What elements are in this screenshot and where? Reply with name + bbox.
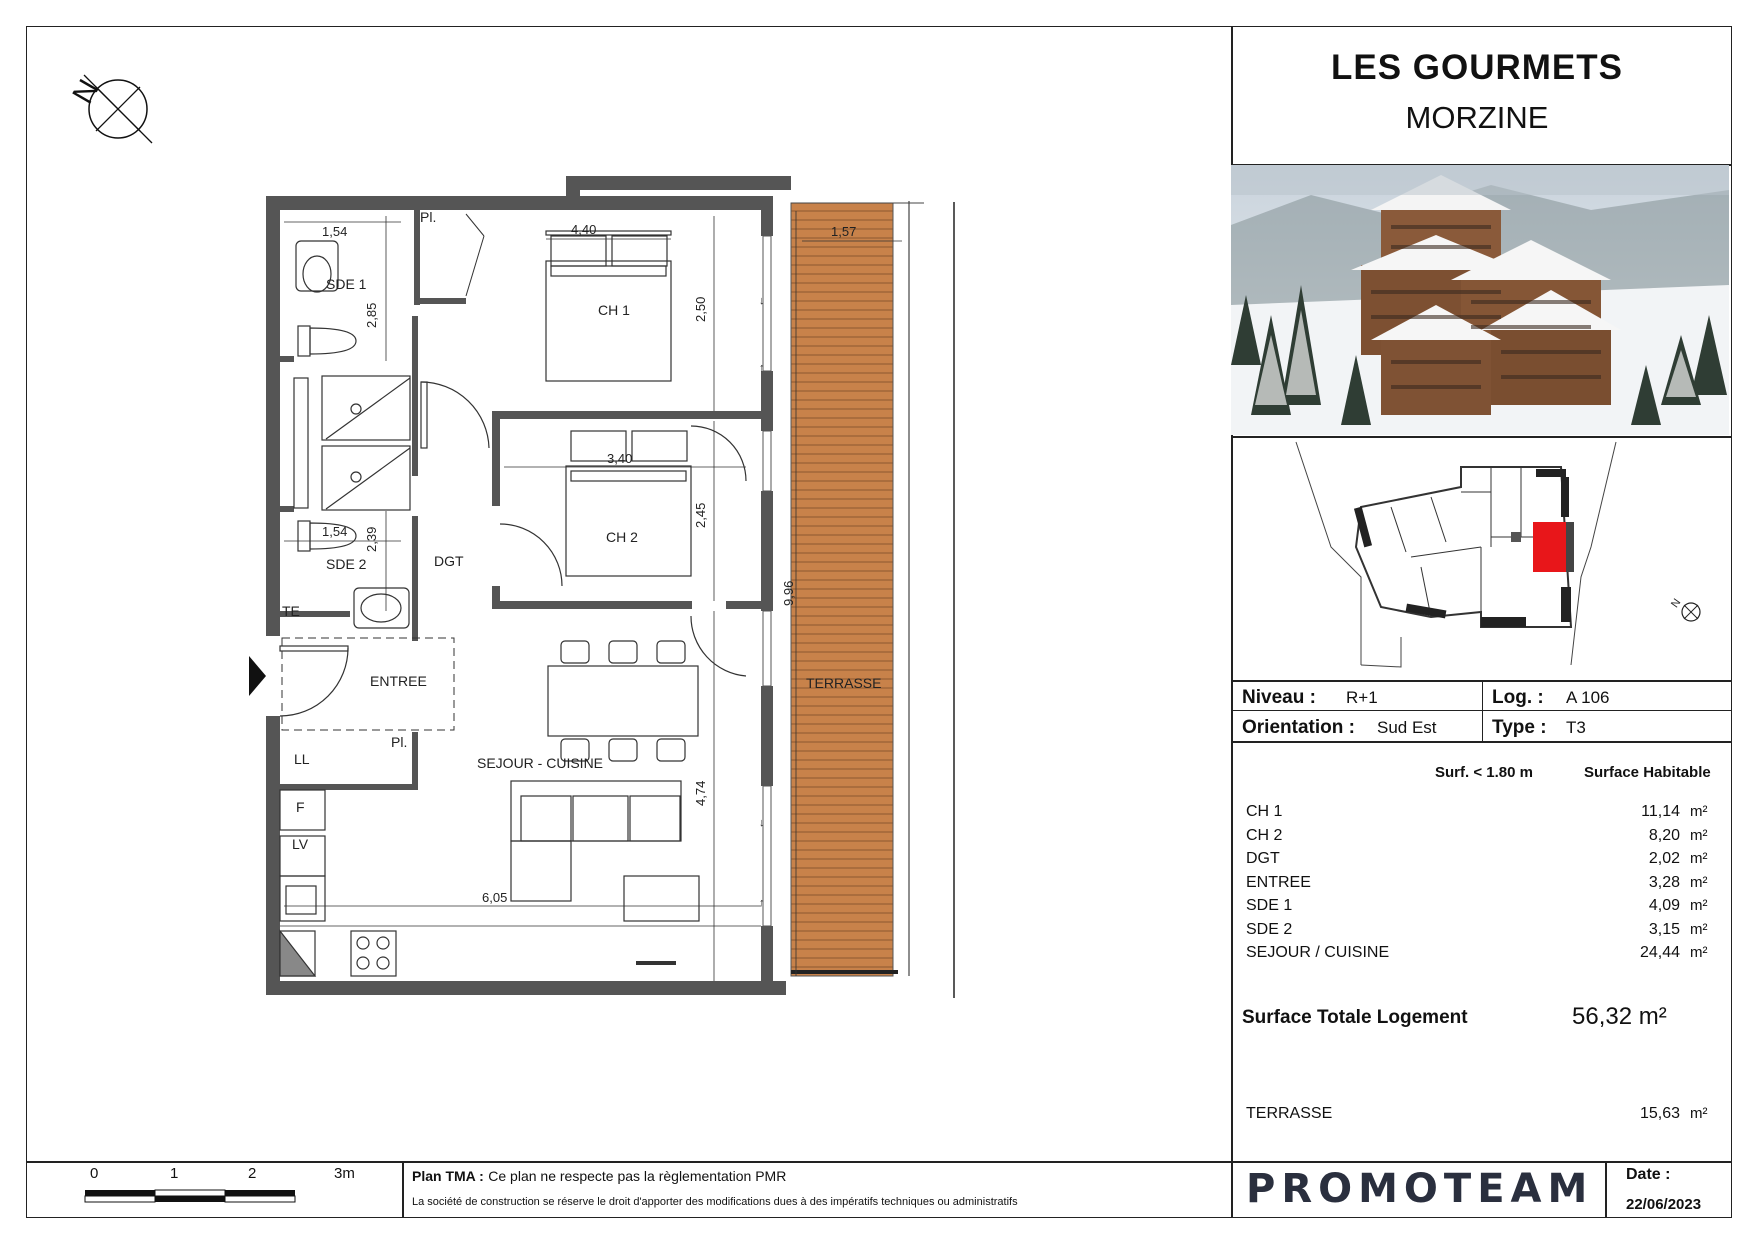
surface-row-label: ENTREE	[1246, 873, 1311, 891]
surface-row-label: SDE 1	[1246, 897, 1293, 914]
col-header-low: Surf. < 1.80 m	[1435, 764, 1533, 781]
dim-154a: 1,54	[322, 224, 348, 239]
room-terrasse: TERRASSE	[806, 675, 882, 691]
svg-text:↓: ↓	[759, 817, 765, 829]
dim-605: 6,05	[482, 890, 508, 905]
scale-0: 0	[90, 1165, 99, 1182]
surface-row-value: 3,28	[1648, 873, 1680, 891]
dim-239: 2,39	[364, 526, 379, 552]
surface-row-value: 11,14	[1641, 803, 1680, 820]
log-value: A 106	[1566, 688, 1610, 707]
notice-text: Ce plan ne respecte pas la règlementation PMR	[488, 1168, 787, 1184]
surface-row-label: DGT	[1246, 850, 1280, 867]
total-value: 56,32 m²	[1572, 1003, 1667, 1030]
notice-bold: Plan TMA :	[412, 1168, 484, 1184]
room-dgt: DGT	[434, 553, 464, 569]
surface-row-label: CH 2	[1246, 826, 1283, 844]
scale-bar	[70, 1165, 360, 1215]
dim-250: 2,50	[693, 296, 708, 322]
dim-996: 9,96	[781, 580, 796, 606]
site-plan	[1231, 437, 1731, 680]
room-pl2: Pl.	[391, 734, 408, 750]
col-header-hab: Surface Habitable	[1584, 764, 1711, 781]
surface-row-unit: m²	[1690, 826, 1708, 844]
log-label: Log. :	[1492, 687, 1544, 708]
promoteam-logo: PROMOTEAM	[1246, 1166, 1594, 1212]
footer-divider-1	[402, 1161, 404, 1218]
floor-plan	[26, 26, 1230, 1160]
niveau-value: R+1	[1346, 688, 1378, 707]
svg-text:↑: ↑	[759, 897, 765, 909]
terrasse-label: TERRASSE	[1246, 1105, 1333, 1122]
surface-row-unit: m²	[1690, 803, 1708, 820]
orientation-label: Orientation :	[1242, 717, 1355, 738]
date-label: Date :	[1626, 1166, 1671, 1183]
building-photo	[1231, 165, 1729, 435]
dim-440: 4,40	[571, 222, 597, 237]
total-label: Surface Totale Logement	[1242, 1007, 1468, 1028]
terrasse-value: 15,63	[1639, 1105, 1680, 1122]
info-divider-bottom	[1231, 741, 1732, 743]
room-pl1: Pl.	[420, 209, 437, 225]
room-sde2: SDE 2	[326, 556, 367, 572]
surface-row-value: 2,02	[1648, 850, 1680, 867]
dim-157: 1,57	[831, 224, 857, 239]
site-north-label: N	[1668, 596, 1684, 611]
scale-3: 3m	[334, 1165, 355, 1182]
north-label: N	[66, 74, 106, 110]
room-ll: LL	[294, 751, 310, 767]
date-value: 22/06/2023	[1626, 1196, 1702, 1213]
room-lv: LV	[292, 836, 309, 852]
dim-154b: 1,54	[322, 524, 348, 539]
niveau-label: Niveau :	[1242, 687, 1316, 708]
dim-285: 2,85	[364, 302, 379, 328]
surface-row-value: 24,44	[1639, 944, 1680, 961]
dim-474: 4,74	[693, 780, 708, 806]
surface-row-unit: m²	[1690, 850, 1708, 867]
type-value: T3	[1566, 718, 1586, 737]
project-title: LES GOURMETS	[1330, 48, 1624, 87]
surface-row-value: 8,20	[1648, 826, 1680, 844]
notice-line	[412, 1168, 786, 1186]
info-col-divider	[1482, 680, 1483, 741]
room-ch2: CH 2	[606, 529, 638, 545]
surface-row-label: SEJOUR / CUISINE	[1246, 944, 1390, 961]
room-sde1: SDE 1	[326, 276, 367, 292]
surface-row-label: CH 1	[1246, 803, 1283, 820]
notice-small: La société de construction se réserve le droit d'apporter des modifications dues à des impératifs techniques ou administratifs	[412, 1196, 1018, 1208]
footer-divider-2	[1605, 1161, 1607, 1218]
type-label: Type :	[1492, 717, 1547, 738]
orientation-value: Sud Est	[1377, 718, 1437, 737]
surface-row-unit: m²	[1690, 897, 1708, 914]
room-sejour: SEJOUR - CUISINE	[477, 755, 604, 771]
dim-340: 3,40	[607, 451, 633, 466]
svg-text:↓: ↓	[759, 295, 765, 307]
room-f: F	[296, 799, 305, 815]
surface-row-unit: m²	[1690, 920, 1708, 938]
north-arrow	[66, 74, 152, 143]
svg-text:↑: ↑	[759, 362, 765, 374]
scale-2: 2	[248, 1165, 257, 1182]
room-te: TE	[282, 603, 300, 619]
scale-1: 1	[170, 1165, 179, 1182]
room-ch1: CH 1	[598, 302, 630, 318]
surface-row-value: 4,09	[1648, 897, 1680, 914]
footer-divider	[26, 1161, 1732, 1163]
dim-245: 2,45	[693, 502, 708, 528]
terrasse-unit: m²	[1690, 1105, 1708, 1122]
surface-row-value: 3,15	[1648, 920, 1680, 938]
surface-row-unit: m²	[1690, 873, 1708, 891]
surface-row-unit: m²	[1690, 944, 1708, 961]
surface-row-label: SDE 2	[1246, 920, 1293, 938]
room-entree: ENTREE	[370, 673, 427, 689]
project-location: MORZINE	[1405, 100, 1549, 135]
